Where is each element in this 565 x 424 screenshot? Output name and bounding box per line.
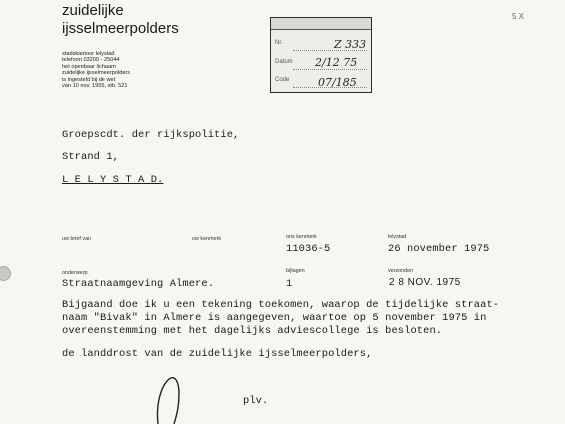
stamp-number: Z 333 — [334, 38, 367, 51]
letterhead-address — [62, 51, 130, 89]
label-your-letter: uw brief van — [62, 236, 92, 242]
corner-mark: 5 X — [512, 12, 525, 21]
stamp-code: 07/185 — [318, 76, 357, 89]
signature — [146, 372, 196, 424]
label-sent: verzonden — [388, 268, 414, 274]
stamp-row-label: Nr. — [275, 40, 283, 46]
punch-hole — [0, 266, 11, 281]
plv-label: plv. — [243, 395, 269, 407]
closing-line: de landdrost van de zuidelijke ijsselmeerpolders, — [62, 348, 373, 360]
label-subject: onderwerp — [62, 270, 88, 276]
subject-value: Straatnaamgeving Almere. — [62, 278, 215, 290]
attachments-value: 1 — [286, 278, 293, 290]
stamp-row-label: Datum — [275, 59, 293, 65]
label-our-ref: ons kenmerk — [286, 234, 317, 240]
stamp-date: 2/12 75 — [315, 56, 358, 69]
body-line: Bijgaand doe ik u een tekening toekomen, waarop de tijdelijke straat- — [62, 299, 500, 311]
organization-name-line2: ijsselmeerpolders — [62, 20, 179, 37]
label-your-ref: uw kenmerk — [192, 236, 222, 242]
stamp-row-label: Code — [275, 77, 290, 83]
stamp-line — [293, 69, 367, 70]
organization-name-line1: zuidelijke — [62, 2, 124, 19]
label-place: lelystad — [388, 234, 407, 240]
place-date-value: 26 november 1975 — [388, 243, 490, 255]
address-line: het openbaar lichaam — [62, 63, 116, 70]
address-line: zuidelijke ijsselmeerpolders — [62, 70, 131, 77]
recipient-line1: Groepscdt. der rijkspolitie, — [62, 129, 240, 141]
address-line: van 10 nov. 1955, stb. 521 — [62, 83, 128, 90]
address-line: telefoon 03200 - 25044 — [62, 57, 120, 64]
recipient-city: L E L Y S T A D. — [62, 174, 164, 186]
body-line: naam "Bivak" in Almere is aangegeven, waartoe op 5 november 1975 in — [62, 312, 487, 324]
our-ref-value: 11036-5 — [286, 243, 331, 255]
address-line: is ingesteld bij de wet — [62, 76, 116, 83]
address-line: stadskantoor lelystad — [62, 51, 115, 57]
body-line: overeenstemming met het dagelijks adviescollege is besloten. — [62, 325, 443, 337]
label-attachments: bijlagen — [286, 268, 305, 274]
stamp-header — [271, 18, 371, 30]
recipient-line2: Strand 1, — [62, 151, 120, 163]
sent-date-stamp: 2 8 NOV. 1975 — [389, 277, 461, 288]
